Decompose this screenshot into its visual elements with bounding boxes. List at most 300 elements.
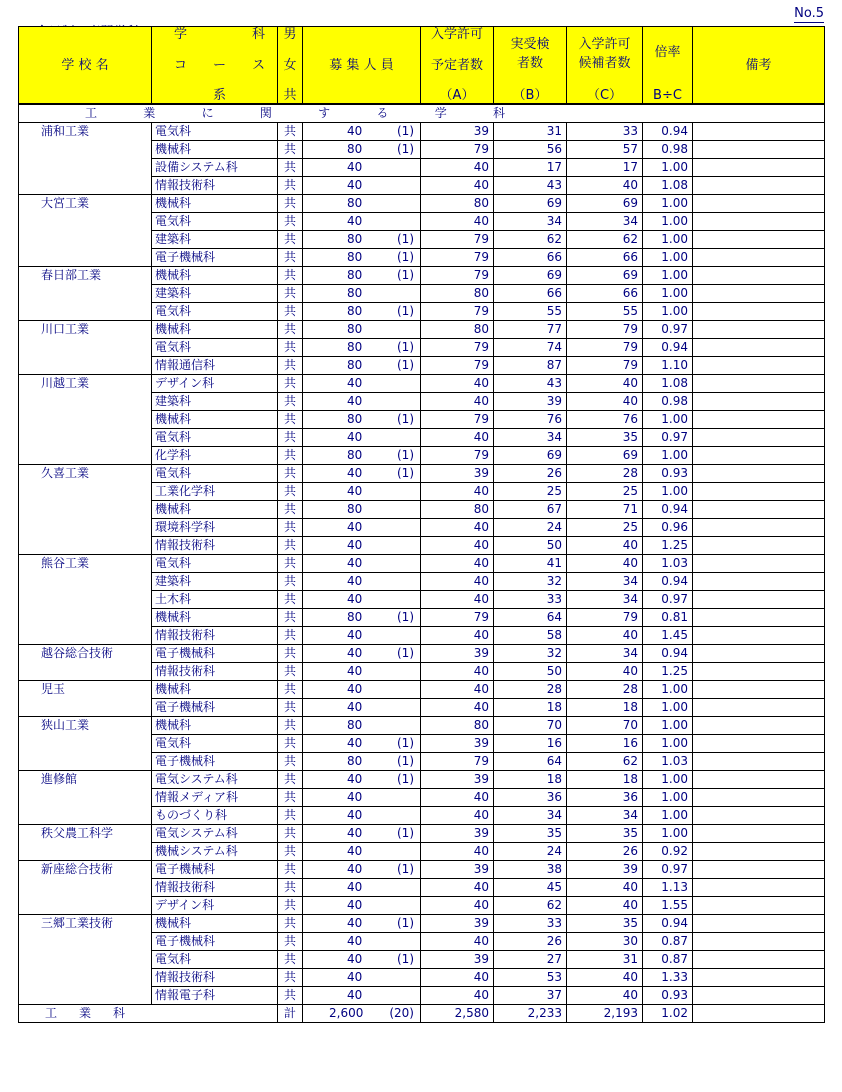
planned-cell: 79 xyxy=(421,231,494,249)
ratio-cell: 0.98 xyxy=(643,141,693,159)
course-cell: 機械科 xyxy=(152,141,278,159)
remarks-cell xyxy=(693,555,825,573)
capacity-value: 40 xyxy=(347,952,363,966)
candidates-cell: 25 xyxy=(567,519,643,537)
planned-cell: 39 xyxy=(421,861,494,879)
examinees-cell: 18 xyxy=(494,699,567,717)
candidates-cell: 16 xyxy=(567,735,643,753)
table-row xyxy=(19,321,825,339)
table-row xyxy=(19,717,825,735)
table-row xyxy=(19,537,825,555)
remarks-cell xyxy=(693,519,825,537)
gender-cell: 共 xyxy=(278,717,303,735)
capacity-paren: (1) xyxy=(397,646,414,660)
header-row xyxy=(19,27,825,105)
school-name-cell xyxy=(19,987,152,1005)
capacity-paren xyxy=(384,484,414,499)
examinees-cell: 25 xyxy=(494,483,567,501)
capacity-paren: (1) xyxy=(397,466,414,480)
header-course: 学 科 コ ー ス 系 xyxy=(152,27,278,105)
gender-cell: 共 xyxy=(278,771,303,789)
course-cell: 電子機械科 xyxy=(152,933,278,951)
capacity-value: 40 xyxy=(347,592,363,606)
remarks-cell xyxy=(693,339,825,357)
capacity-paren: (1) xyxy=(397,736,414,750)
remarks-cell xyxy=(693,285,825,303)
capacity-cell xyxy=(303,825,421,843)
capacity-value: 40 xyxy=(347,826,363,840)
gender-cell: 共 xyxy=(278,411,303,429)
ratio-cell: 1.10 xyxy=(643,357,693,375)
table-row xyxy=(19,897,825,915)
school-name-cell: 秩父農工科学 xyxy=(19,825,152,843)
capacity-value: 40 xyxy=(347,646,363,660)
ratio-cell: 1.08 xyxy=(643,375,693,393)
capacity-value: 80 xyxy=(347,250,363,264)
remarks-cell xyxy=(693,897,825,915)
total-candidates-cell: 2,193 xyxy=(567,1005,643,1023)
capacity-value: 40 xyxy=(347,790,363,804)
capacity-value: 40 xyxy=(347,736,363,750)
gender-cell: 共 xyxy=(278,807,303,825)
capacity-cell xyxy=(303,627,421,645)
capacity-paren xyxy=(384,574,414,589)
course-cell: 化学科 xyxy=(152,447,278,465)
remarks-cell xyxy=(693,357,825,375)
ratio-cell: 1.00 xyxy=(643,249,693,267)
planned-cell: 39 xyxy=(421,123,494,141)
header-gender: 男 女 共 xyxy=(278,27,303,105)
gender-cell: 共 xyxy=(278,681,303,699)
school-name-cell xyxy=(19,969,152,987)
school-name-cell xyxy=(19,393,152,411)
gender-cell: 共 xyxy=(278,573,303,591)
gender-cell: 共 xyxy=(278,789,303,807)
capacity-paren xyxy=(384,502,414,517)
section-title xyxy=(19,104,825,123)
capacity-cell xyxy=(303,177,421,195)
planned-cell: 40 xyxy=(421,789,494,807)
course-cell: 電気科 xyxy=(152,303,278,321)
gender-cell: 共 xyxy=(278,267,303,285)
table-row xyxy=(19,735,825,753)
ratio-cell: 1.25 xyxy=(643,663,693,681)
capacity-cell xyxy=(303,645,421,663)
capacity-paren xyxy=(384,934,414,949)
table-row xyxy=(19,915,825,933)
gender-cell: 共 xyxy=(278,141,303,159)
candidates-cell: 40 xyxy=(567,393,643,411)
candidates-cell: 40 xyxy=(567,537,643,555)
ratio-cell: 0.81 xyxy=(643,609,693,627)
capacity-value: 40 xyxy=(347,664,363,678)
school-name-cell xyxy=(19,213,152,231)
planned-cell: 40 xyxy=(421,699,494,717)
ratio-cell: 0.87 xyxy=(643,933,693,951)
planned-cell: 40 xyxy=(421,897,494,915)
examinees-cell: 33 xyxy=(494,915,567,933)
course-cell: 情報技術科 xyxy=(152,177,278,195)
remarks-cell xyxy=(693,771,825,789)
table-row xyxy=(19,519,825,537)
remarks-cell xyxy=(693,321,825,339)
capacity-cell xyxy=(303,303,421,321)
capacity-value: 80 xyxy=(347,754,363,768)
examinees-cell: 24 xyxy=(494,843,567,861)
planned-cell: 40 xyxy=(421,843,494,861)
course-cell: 情報技術科 xyxy=(152,627,278,645)
capacity-cell xyxy=(303,213,421,231)
gender-cell: 共 xyxy=(278,609,303,627)
ratio-cell: 1.00 xyxy=(643,807,693,825)
candidates-cell: 79 xyxy=(567,609,643,627)
section-char: 工 xyxy=(85,106,98,120)
capacity-paren xyxy=(384,682,414,697)
table-row xyxy=(19,177,825,195)
gender-cell: 共 xyxy=(278,483,303,501)
table-row xyxy=(19,231,825,249)
remarks-cell xyxy=(693,429,825,447)
remarks-cell xyxy=(693,447,825,465)
school-name-cell xyxy=(19,231,152,249)
course-cell: 情報技術科 xyxy=(152,663,278,681)
ratio-cell: 0.98 xyxy=(643,393,693,411)
school-name-cell: 久喜工業 xyxy=(19,465,152,483)
total-remarks-cell xyxy=(693,1005,825,1023)
capacity-cell xyxy=(303,267,421,285)
course-cell: 電気科 xyxy=(152,339,278,357)
planned-cell: 40 xyxy=(421,537,494,555)
capacity-paren: (1) xyxy=(397,412,414,426)
remarks-cell xyxy=(693,843,825,861)
capacity-value: 40 xyxy=(347,916,363,930)
examinees-cell: 50 xyxy=(494,537,567,555)
remarks-cell xyxy=(693,501,825,519)
planned-cell: 80 xyxy=(421,321,494,339)
remarks-cell xyxy=(693,483,825,501)
table-row xyxy=(19,807,825,825)
candidates-cell: 34 xyxy=(567,591,643,609)
table-row xyxy=(19,375,825,393)
total-label-char: 科 xyxy=(112,1006,125,1020)
remarks-cell xyxy=(693,375,825,393)
ratio-cell: 0.97 xyxy=(643,429,693,447)
remarks-cell xyxy=(693,879,825,897)
course-cell: 情報技術科 xyxy=(152,537,278,555)
section-char: に xyxy=(201,106,214,120)
remarks-cell xyxy=(693,915,825,933)
table-row xyxy=(19,267,825,285)
capacity-cell xyxy=(303,663,421,681)
capacity-paren xyxy=(384,376,414,391)
ratio-cell: 1.13 xyxy=(643,879,693,897)
capacity-cell xyxy=(303,393,421,411)
candidates-cell: 79 xyxy=(567,339,643,357)
capacity-value: 80 xyxy=(347,448,363,462)
candidates-cell: 35 xyxy=(567,825,643,843)
table-row xyxy=(19,501,825,519)
candidates-cell: 40 xyxy=(567,879,643,897)
capacity-value: 40 xyxy=(347,376,363,390)
candidates-cell: 66 xyxy=(567,285,643,303)
examinees-cell: 39 xyxy=(494,393,567,411)
capacity-value: 40 xyxy=(347,880,363,894)
table-row xyxy=(19,825,825,843)
planned-cell: 40 xyxy=(421,879,494,897)
remarks-cell xyxy=(693,987,825,1005)
capacity-cell xyxy=(303,339,421,357)
planned-cell: 80 xyxy=(421,501,494,519)
total-ratio-cell: 1.02 xyxy=(643,1005,693,1023)
examinees-cell: 53 xyxy=(494,969,567,987)
table-row xyxy=(19,627,825,645)
gender-cell: 共 xyxy=(278,177,303,195)
remarks-cell xyxy=(693,591,825,609)
header-candidates: 入学許可 候補者数 （C） xyxy=(567,27,643,105)
capacity-cell xyxy=(303,807,421,825)
remarks-cell xyxy=(693,267,825,285)
capacity-value: 40 xyxy=(347,160,363,174)
capacity-paren xyxy=(384,808,414,823)
school-name-cell: 川口工業 xyxy=(19,321,152,339)
ratio-cell: 0.92 xyxy=(643,843,693,861)
capacity-paren: (1) xyxy=(397,268,414,282)
candidates-cell: 76 xyxy=(567,411,643,429)
remarks-cell xyxy=(693,573,825,591)
capacity-value: 40 xyxy=(347,682,363,696)
gender-cell: 共 xyxy=(278,393,303,411)
ratio-cell: 1.00 xyxy=(643,195,693,213)
candidates-cell: 28 xyxy=(567,681,643,699)
remarks-cell xyxy=(693,231,825,249)
ratio-cell: 1.25 xyxy=(643,537,693,555)
examinees-cell: 50 xyxy=(494,663,567,681)
course-cell: 電子機械科 xyxy=(152,645,278,663)
planned-cell: 79 xyxy=(421,339,494,357)
gender-cell: 共 xyxy=(278,429,303,447)
capacity-cell xyxy=(303,519,421,537)
table-row xyxy=(19,969,825,987)
capacity-cell xyxy=(303,429,421,447)
candidates-cell: 35 xyxy=(567,429,643,447)
gender-cell: 共 xyxy=(278,591,303,609)
capacity-cell xyxy=(303,915,421,933)
candidates-cell: 40 xyxy=(567,969,643,987)
course-cell: 建築科 xyxy=(152,231,278,249)
ratio-cell: 1.08 xyxy=(643,177,693,195)
capacity-paren xyxy=(384,592,414,607)
course-cell: 情報電子科 xyxy=(152,987,278,1005)
course-cell: 機械科 xyxy=(152,321,278,339)
ratio-cell: 0.93 xyxy=(643,465,693,483)
examinees-cell: 43 xyxy=(494,375,567,393)
capacity-value: 40 xyxy=(347,844,363,858)
gender-cell: 共 xyxy=(278,987,303,1005)
school-name-cell: 新座総合技術 xyxy=(19,861,152,879)
remarks-cell xyxy=(693,609,825,627)
school-name-cell xyxy=(19,501,152,519)
capacity-paren: (1) xyxy=(397,340,414,354)
capacity-cell xyxy=(303,321,421,339)
table-row xyxy=(19,195,825,213)
candidates-cell: 34 xyxy=(567,645,643,663)
candidates-cell: 34 xyxy=(567,213,643,231)
ratio-cell: 0.93 xyxy=(643,987,693,1005)
school-name-cell xyxy=(19,735,152,753)
course-cell: 機械科 xyxy=(152,681,278,699)
planned-cell: 39 xyxy=(421,465,494,483)
total-capacity-cell xyxy=(303,1005,421,1023)
total-label xyxy=(19,1005,278,1023)
capacity-cell xyxy=(303,591,421,609)
capacity-value: 40 xyxy=(347,898,363,912)
capacity-value: 40 xyxy=(347,214,363,228)
capacity-value: 40 xyxy=(347,628,363,642)
capacity-cell xyxy=(303,843,421,861)
school-name-cell xyxy=(19,627,152,645)
course-cell: 電気科 xyxy=(152,951,278,969)
course-cell: 機械科 xyxy=(152,267,278,285)
examinees-cell: 70 xyxy=(494,717,567,735)
planned-cell: 40 xyxy=(421,987,494,1005)
gender-cell: 共 xyxy=(278,699,303,717)
planned-cell: 79 xyxy=(421,753,494,771)
page-number: No.5 xyxy=(794,6,824,21)
candidates-cell: 40 xyxy=(567,555,643,573)
course-cell: 土木科 xyxy=(152,591,278,609)
remarks-cell xyxy=(693,411,825,429)
gender-cell: 共 xyxy=(278,663,303,681)
course-cell: 情報技術科 xyxy=(152,969,278,987)
table-row xyxy=(19,933,825,951)
capacity-paren xyxy=(384,700,414,715)
section-row xyxy=(19,104,825,123)
remarks-cell xyxy=(693,195,825,213)
school-name-cell xyxy=(19,753,152,771)
planned-cell: 79 xyxy=(421,447,494,465)
capacity-cell xyxy=(303,501,421,519)
capacity-value: 80 xyxy=(347,268,363,282)
planned-cell: 40 xyxy=(421,933,494,951)
capacity-paren: (1) xyxy=(397,952,414,966)
gender-cell: 共 xyxy=(278,447,303,465)
examinees-cell: 69 xyxy=(494,447,567,465)
planned-cell: 79 xyxy=(421,249,494,267)
gender-cell: 共 xyxy=(278,195,303,213)
school-name-cell xyxy=(19,897,152,915)
capacity-value: 80 xyxy=(347,340,363,354)
table-row xyxy=(19,339,825,357)
course-cell: ものづくり科 xyxy=(152,807,278,825)
remarks-cell xyxy=(693,465,825,483)
ratio-cell: 1.00 xyxy=(643,267,693,285)
examinees-cell: 33 xyxy=(494,591,567,609)
capacity-cell xyxy=(303,969,421,987)
course-cell: 情報技術科 xyxy=(152,879,278,897)
gender-cell: 共 xyxy=(278,645,303,663)
candidates-cell: 69 xyxy=(567,447,643,465)
planned-cell: 40 xyxy=(421,555,494,573)
capacity-paren xyxy=(384,214,414,229)
gender-cell: 共 xyxy=(278,501,303,519)
school-name-cell xyxy=(19,519,152,537)
section-char: る xyxy=(376,106,389,120)
planned-cell: 40 xyxy=(421,573,494,591)
remarks-cell xyxy=(693,861,825,879)
examinees-cell: 34 xyxy=(494,213,567,231)
gender-cell: 共 xyxy=(278,249,303,267)
course-cell: 電子機械科 xyxy=(152,249,278,267)
capacity-paren xyxy=(384,322,414,337)
school-name-cell xyxy=(19,879,152,897)
remarks-cell xyxy=(693,717,825,735)
examinees-cell: 34 xyxy=(494,429,567,447)
candidates-cell: 62 xyxy=(567,753,643,771)
capacity-paren: (1) xyxy=(397,124,414,138)
candidates-cell: 34 xyxy=(567,573,643,591)
school-name-cell xyxy=(19,285,152,303)
capacity-value: 40 xyxy=(347,124,363,138)
gender-cell: 共 xyxy=(278,951,303,969)
capacity-cell xyxy=(303,735,421,753)
ratio-cell: 0.94 xyxy=(643,501,693,519)
capacity-paren xyxy=(384,286,414,301)
school-name-cell: 川越工業 xyxy=(19,375,152,393)
ratio-cell: 1.03 xyxy=(643,555,693,573)
candidates-cell: 35 xyxy=(567,915,643,933)
remarks-cell xyxy=(693,249,825,267)
ratio-cell: 1.00 xyxy=(643,699,693,717)
table-row xyxy=(19,555,825,573)
capacity-paren xyxy=(384,790,414,805)
gender-cell: 共 xyxy=(278,213,303,231)
school-name-cell xyxy=(19,339,152,357)
gender-cell: 共 xyxy=(278,123,303,141)
capacity-cell xyxy=(303,483,421,501)
ratio-cell: 0.94 xyxy=(643,915,693,933)
total-capacity-value: 2,600 xyxy=(329,1006,364,1020)
remarks-cell xyxy=(693,735,825,753)
gender-cell: 共 xyxy=(278,159,303,177)
examinees-cell: 76 xyxy=(494,411,567,429)
gender-cell: 共 xyxy=(278,735,303,753)
candidates-cell: 18 xyxy=(567,771,643,789)
table-row xyxy=(19,249,825,267)
section-char: 関 xyxy=(259,106,272,120)
examinees-cell: 35 xyxy=(494,825,567,843)
capacity-paren: (1) xyxy=(397,754,414,768)
examinees-cell: 17 xyxy=(494,159,567,177)
examinees-cell: 26 xyxy=(494,933,567,951)
table-row xyxy=(19,483,825,501)
capacity-value: 80 xyxy=(347,502,363,516)
examinees-cell: 62 xyxy=(494,231,567,249)
candidates-cell: 40 xyxy=(567,663,643,681)
candidates-cell: 55 xyxy=(567,303,643,321)
school-name-cell xyxy=(19,789,152,807)
gender-cell: 共 xyxy=(278,933,303,951)
course-cell: デザイン科 xyxy=(152,897,278,915)
ratio-cell: 0.97 xyxy=(643,321,693,339)
examinees-cell: 69 xyxy=(494,267,567,285)
capacity-paren xyxy=(384,538,414,553)
header-school: 学 校 名 xyxy=(19,27,152,105)
capacity-paren: (1) xyxy=(397,772,414,786)
planned-cell: 39 xyxy=(421,915,494,933)
ratio-cell: 0.94 xyxy=(643,123,693,141)
capacity-cell xyxy=(303,717,421,735)
planned-cell: 40 xyxy=(421,663,494,681)
